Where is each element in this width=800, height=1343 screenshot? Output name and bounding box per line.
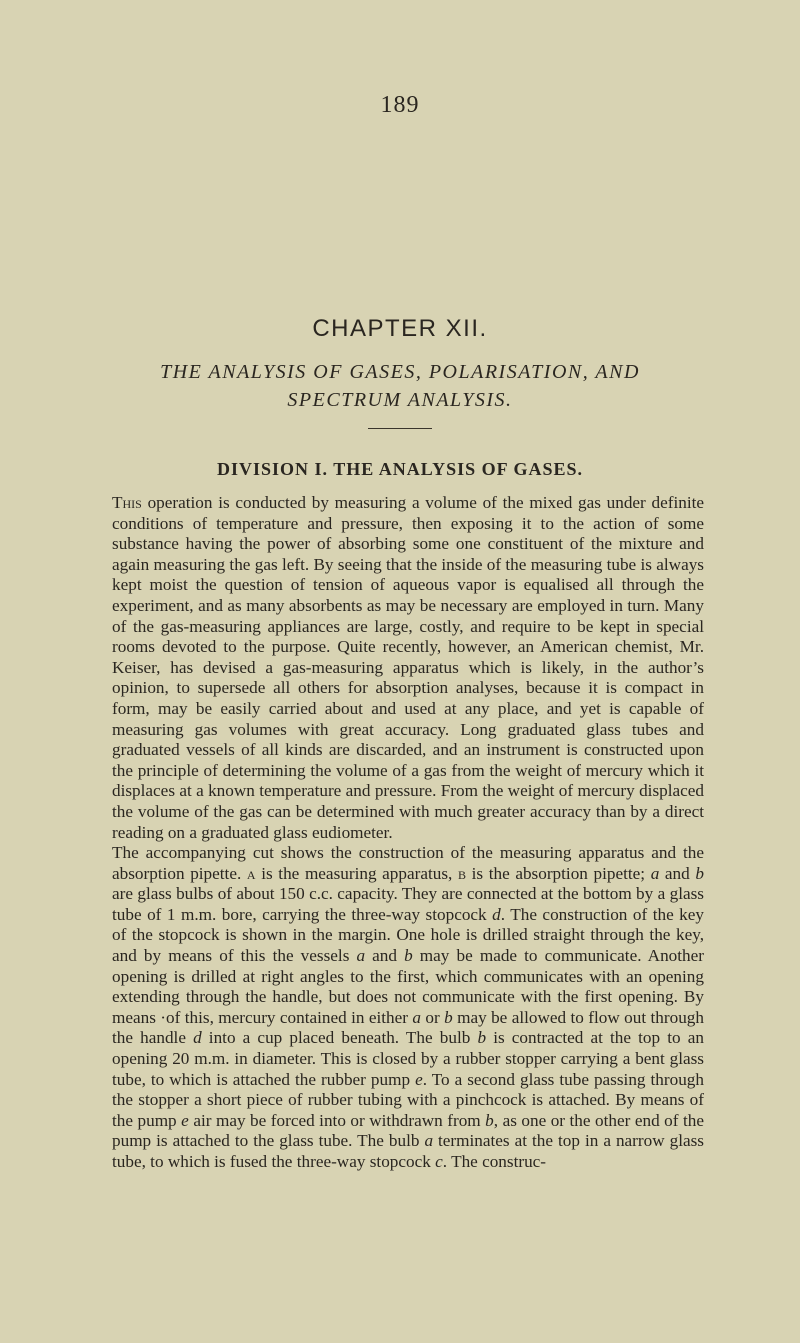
letter-label: b <box>444 1007 453 1027</box>
letter-label: d <box>492 904 501 924</box>
text-run: is contracted at the top to an opening 20 m.m. in diameter. This is closed by a rubber stopper carrying a bent glass tube, to which is attached the rubber pump <box>112 1028 704 1089</box>
text-run: The accompanying cut shows the construction of the measuring apparatus and the absorption pipette. <box>112 843 704 883</box>
letter-label: a <box>424 1131 434 1151</box>
text-run: and <box>365 946 405 966</box>
text-run: terminates at the top in a narrow glass tube, to which is fused the three-way stopcock <box>112 1131 705 1171</box>
text-run: , as one or the other end of the pump is attached to the glass tube. The bulb <box>112 1110 704 1151</box>
text-run: is the absorption pipette; <box>465 863 651 883</box>
letter-label-b-caps: b <box>457 863 466 883</box>
letter-label: e <box>415 1069 423 1089</box>
chapter-heading: CHAPTER XII. <box>312 315 488 342</box>
letter-label: b <box>695 863 704 883</box>
paragraph-1-text: operation is conducted by measuring a volume of the mixed gas under definite conditions of temperature and pressure, then exposing it to the action of some substance having the power of absorbing some one constituent of the mixture and again measuring the gas left. By seeing that the inside of the measuring tube is always kept moist the question of tension of aqueous vapor is equalised all through the experiment, and as many absorbents as may be necessary are employed in turn. Many of the gas-measuring appliances are large, costly, and require to be kept in special rooms devoted to the purpose. Quite recently, however, an American chemist, Mr. Keiser, has devised a gas-measuring apparatus which is likely, in the author’s opinion, to supersede all others for absorption analyses, because it is compact in form, may be easily carried about and used at any place, and yet is capable of measuring gas volumes with great accuracy. Long graduated glass tubes and graduated vessels of all kinds are discarded, and an instrument is constructed upon the principle of determining the volume of a gas from the weight of mercury which it displaces at a known temperature and pressure. From the weight of mercury displaced the volume of the gas can be determined with much greater accuracy than by a direct reading on a graduated glass eudiometer. <box>112 493 704 842</box>
letter-label: a <box>412 1007 421 1027</box>
text-run: is the measuring apparatus, <box>255 863 458 883</box>
paragraph-lead-word: This <box>112 493 142 512</box>
letter-label: d <box>193 1028 202 1048</box>
body-text <box>112 493 704 1173</box>
letter-label: e <box>181 1110 189 1130</box>
text-run: . To a second glass tube passing through the stopper a short piece of rubber tubing with a pinchcock is attached. By means of the pump <box>112 1069 704 1130</box>
page-number: 189 <box>380 92 420 118</box>
paragraph-2 <box>112 843 704 1173</box>
chapter-title-line-1: THE ANALYSIS OF GASES, POLARISATION, AND <box>160 361 640 383</box>
text-run: and <box>659 863 696 883</box>
paragraph-1 <box>112 493 704 843</box>
letter-label: a <box>356 946 366 966</box>
letter-label-a-caps: a <box>246 863 256 883</box>
text-run: . The construction of the key of the stopcock is shown in the margin. One hole is drilled straight through the key, and by means of this the vessels <box>112 904 705 966</box>
chapter-title-line-2: SPECTRUM ANALYSIS. <box>287 389 513 411</box>
text-run: into a cup placed beneath. The bulb <box>201 1028 478 1048</box>
letter-label: a <box>650 863 660 883</box>
letter-label: b <box>404 946 413 966</box>
section-divider <box>368 428 432 429</box>
text-run: are glass bulbs of about 150 c.c. capacity. They are connected at the bottom by a glass tube of 1 m.m. bore, carrying the three-way stopcock <box>112 884 704 924</box>
text-run: may be made to communicate. Another opening is drilled at right angles to the first, which communicates with an opening extending through the handle, but does not communicate with the first opening. By means ·of this, mercury contained in either <box>112 946 704 1027</box>
division-heading: DIVISION I. THE ANALYSIS OF GASES. <box>217 459 583 479</box>
text-run: may be allowed to flow out through the handle <box>112 1007 704 1048</box>
letter-label: b <box>477 1028 487 1048</box>
chapter-title <box>0 358 800 414</box>
text-run: air may be forced into or withdrawn from <box>188 1110 486 1130</box>
letter-label: b <box>485 1110 494 1130</box>
text-run: or <box>421 1007 445 1027</box>
letter-label: c <box>435 1152 443 1171</box>
text-run: . The construc- <box>442 1152 547 1171</box>
